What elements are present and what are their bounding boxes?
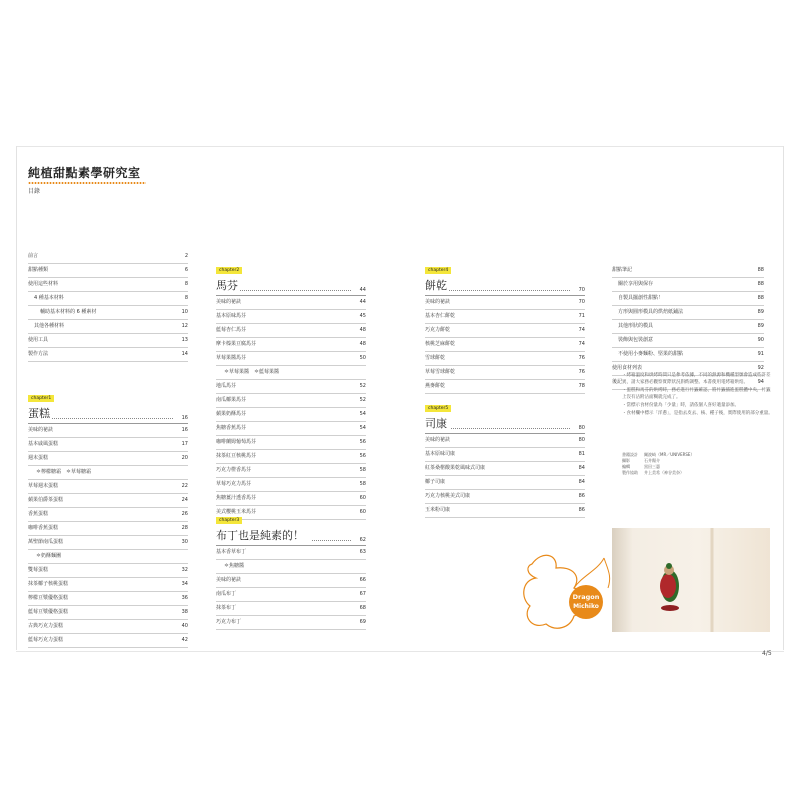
toc-entry-title: 藍莓豆漿優格蛋糕 (28, 609, 69, 615)
toc-row (216, 574, 366, 588)
toc-entry-title: 使用這些材料 (28, 281, 59, 287)
toc-entry-title: 咖啡香蕉蛋糕 (28, 525, 59, 531)
toc-entry-title: 裝飾與包裝創意 (618, 337, 654, 343)
toc-entry-page: 58 (359, 481, 366, 487)
toc-entry-title: 前言 (28, 253, 39, 259)
toc-entry-page: 20 (181, 455, 188, 461)
chapter-page: 16 (181, 415, 188, 421)
logo-text-line-1: Dragon (572, 593, 600, 601)
chapter-page: 62 (359, 537, 366, 543)
page-edge-right (783, 146, 784, 650)
toc-entry-page: 84 (578, 465, 585, 471)
toc-row (216, 546, 366, 560)
toc-entry-page: 34 (181, 581, 188, 587)
toc-row (425, 504, 585, 518)
chapter-heading (425, 275, 585, 296)
toc-row (425, 366, 585, 380)
chapter-tag: chapter4 (425, 267, 451, 274)
toc-entry-page: 2 (184, 253, 188, 259)
toc-entry-title: 後記 (612, 379, 623, 385)
toc-row (216, 296, 366, 310)
toc-row (216, 422, 366, 436)
toc-entry-title: 咖啡蘭姆葡萄馬芬 (216, 439, 257, 445)
toc-row (28, 348, 188, 362)
credit-role: 編輯 (622, 464, 630, 469)
toc-entry-page: 89 (757, 309, 764, 315)
toc-row (425, 338, 585, 352)
toc-row (425, 490, 585, 504)
toc-entry-title: 草莓週末蛋糕 (28, 483, 59, 489)
title-dotted-rule (28, 182, 146, 184)
toc-entry-page: 32 (181, 567, 188, 573)
toc-entry-title: 基本杏仁餅乾 (425, 313, 456, 319)
toc-entry-page: 63 (359, 549, 366, 555)
chapter-title: 餅乾 (425, 279, 447, 292)
chapter-heading (425, 413, 585, 434)
credit-role: 書籍設計 (622, 452, 638, 457)
toc-row (425, 352, 585, 366)
toc-entry-title: 基本戚風蛋糕 (28, 441, 59, 447)
toc-chapter-2 (216, 256, 366, 520)
toc-entry-title: 燕麥餅乾 (425, 383, 446, 389)
credit-name: 關波崎（MR／UNIVERSE） (644, 452, 695, 457)
toc-row (28, 522, 188, 536)
toc-row (28, 250, 188, 264)
toc-entry-title: 雙莓蛋糕 (28, 567, 49, 573)
book-title: 純植甜點素學研究室 (28, 166, 141, 180)
chapter-title: 馬芬 (216, 279, 238, 292)
toc-entry-title: 地瓜馬芬 (216, 383, 237, 389)
toc-entry-title: 核桃芝麻餅乾 (425, 341, 456, 347)
chapter-page: 80 (578, 425, 585, 431)
toc-entry-title: 巧克力核桃美式司康 (425, 493, 471, 499)
toc-entry-page: 52 (359, 383, 366, 389)
dotted-leader (52, 418, 174, 419)
toc-entry-title: 自製具擺創性甜點！ (618, 295, 664, 301)
toc-entry-page: 44 (359, 299, 366, 305)
toc-subitem (28, 466, 188, 480)
chapter-tag: chapter3 (216, 517, 242, 524)
toc-row (28, 320, 188, 334)
toc-row (425, 434, 585, 448)
toc-entry-title: 古典巧克力蛋糕 (28, 623, 64, 629)
toc-row (425, 476, 585, 490)
toc-entry-page: 14 (181, 351, 188, 357)
toc-entry-page: 70 (578, 299, 585, 305)
credit-row (622, 470, 694, 476)
chapter-title: 布丁也是純素的！ (216, 529, 304, 542)
toc-entry-page: 94 (757, 379, 764, 385)
toc-entry-page: 26 (181, 511, 188, 517)
toc-row (612, 348, 764, 362)
toc-entry-page: 88 (757, 267, 764, 273)
toc-entry-page: 50 (359, 355, 366, 361)
toc-row (28, 452, 188, 466)
toc-entry-title: 摩卡榛果豆腐馬芬 (216, 341, 257, 347)
toc-chapter-5 (425, 394, 585, 518)
toc-row (216, 492, 366, 506)
toc-entry-title: ＊檸檬糖霜 ＊草莓糖霜 (36, 469, 92, 475)
toc-entry-page: 80 (578, 437, 585, 443)
toc-row (28, 578, 188, 592)
toc-entry-page: 71 (578, 313, 585, 319)
toc-entry-page: 36 (181, 595, 188, 601)
toc-row (28, 606, 188, 620)
toc-entry-page: 10 (181, 309, 188, 315)
toc-row (216, 324, 366, 338)
dotted-leader (449, 290, 571, 291)
dotted-leader (240, 290, 352, 291)
note-line: ・食材欄中標示「洋蔥」，是指去皮去、核、種子後，實際使用的部分重量。 (622, 411, 773, 416)
toc-row (612, 278, 764, 292)
toc-entry-title: 美味的祕訣 (425, 437, 451, 443)
figurine-illustration (612, 528, 770, 632)
toc-row (425, 448, 585, 462)
toc-entry-title: 巧克力餅乾 (425, 327, 451, 333)
toc-row (425, 380, 585, 394)
toc-entry-page: 60 (359, 509, 366, 515)
dotted-leader (312, 540, 352, 541)
toc-entry-title: ＊奶酥麵團 (36, 553, 62, 559)
toc-entry-page: 24 (181, 497, 188, 503)
toc-row (612, 292, 764, 306)
chapter-page: 70 (578, 287, 585, 293)
toc-chapter-3 (216, 506, 366, 630)
contents-label: 目錄 (28, 188, 41, 195)
toc-entry-title: 基本香草布丁 (216, 549, 247, 555)
toc-row (216, 408, 366, 422)
toc-entry-page: 42 (181, 637, 188, 643)
toc-entry-title: 雪球餅乾 (425, 355, 446, 361)
page-number: 4/5 (762, 650, 772, 657)
chapter-title: 司康 (425, 417, 447, 430)
toc-row (216, 588, 366, 602)
toc-entry-title: 南瓜椰果馬芬 (216, 397, 247, 403)
toc-entry-title: ＊草莓果醬 ＊藍莓果醬 (224, 369, 280, 375)
toc-row (216, 380, 366, 394)
toc-entry-page: 78 (578, 383, 585, 389)
toc-entry-title: 甜點種類 (28, 267, 49, 273)
toc-entry-title: 抹茶椰子核桃蛋糕 (28, 581, 69, 587)
toc-subitem (216, 366, 366, 380)
toc-entry-page: 92 (757, 365, 764, 371)
toc-entry-page: 17 (181, 441, 188, 447)
toc-entry-title: 抹茶布丁 (216, 605, 237, 611)
toc-row (216, 394, 366, 408)
toc-row (425, 310, 585, 324)
toc-entry-page: 91 (757, 351, 764, 357)
toc-entry-page: 56 (359, 439, 366, 445)
toc-entry-title: 巧克力橙香馬芬 (216, 467, 252, 473)
toc-row (28, 494, 188, 508)
toc-row (28, 334, 188, 348)
toc-entry-page: 16 (181, 427, 188, 433)
toc-entry-page: 76 (578, 355, 585, 361)
toc-row (425, 462, 585, 476)
toc-entry-title: 玉米粉司康 (425, 507, 451, 513)
toc-entry-title: 美味的祕訣 (216, 577, 242, 583)
toc-entry-page: 48 (359, 341, 366, 347)
toc-entry-title: 不使用小麥麵粉、堅果的甜點 (618, 351, 684, 357)
note-line: ・烤箱溫度和烘烤時間只是參考依據，不同的熱源和機種型號會造成些許差異，請大家務必觀察實際狀況斟酌調整。本書使用電烤箱烘焙。 (622, 373, 771, 385)
toc-entry-title: 椰子司康 (425, 479, 446, 485)
chapter-tag: chapter5 (425, 405, 451, 412)
credit-name: 黑田三惠 (644, 464, 660, 469)
credit-role: 製作協助 (622, 470, 638, 475)
toc-row (28, 424, 188, 438)
toc-entry-title: 其他各種材料 (34, 323, 65, 329)
toc-entry-page: 13 (181, 337, 188, 343)
toc-row (216, 352, 366, 366)
logo-circle-icon (569, 585, 603, 619)
usage-notes (622, 372, 774, 418)
dotted-leader (451, 428, 571, 429)
toc-entry-title: 蘋果奶酥馬芬 (216, 411, 247, 417)
toc-entry-title: 草莓雪球餅乾 (425, 369, 456, 375)
toc-row (216, 338, 366, 352)
toc-row (28, 634, 188, 648)
toc-entry-page: 86 (578, 507, 585, 513)
toc-entry-title: 使用工具 (28, 337, 49, 343)
toc-entry-page: 58 (359, 467, 366, 473)
toc-entry-title: 製作方法 (28, 351, 49, 357)
toc-row (216, 436, 366, 450)
logo-text-line-2: Michiko (573, 603, 599, 610)
toc-entry-page: 56 (359, 453, 366, 459)
toc-chapter-4 (425, 256, 585, 394)
toc-row (216, 450, 366, 464)
credit-name: 井上美希（神谷美奈） (644, 470, 684, 475)
toc-entry-title: 基本原味司康 (425, 451, 456, 457)
toc-row (612, 264, 764, 278)
toc-entry-page: 54 (359, 411, 366, 417)
toc-row (612, 320, 764, 334)
toc-entry-title: 抹茶紅豆核桃馬芬 (216, 453, 257, 459)
toc-row (425, 324, 585, 338)
toc-entry-page: 8 (184, 295, 188, 301)
credit-name: 石井陽介 (644, 458, 660, 463)
toc-entry-page: 22 (181, 483, 188, 489)
toc-subitem (216, 560, 366, 574)
toc-entry-title: 方形與圓形模具的烘焙紙鋪法 (618, 309, 684, 315)
toc-entry-page: 40 (181, 623, 188, 629)
chapter-title: 蛋糕 (28, 407, 50, 420)
toc-entry-page: 54 (359, 425, 366, 431)
toc-entry-title: 輔助基本材料的 6 種素材 (40, 309, 97, 315)
toc-entry-page: 90 (757, 337, 764, 343)
toc-entry-page: 6 (184, 267, 188, 273)
toc-row (28, 564, 188, 578)
toc-row (28, 620, 188, 634)
toc-row (28, 306, 188, 320)
toc-entry-title: 檸檬豆漿優格蛋糕 (28, 595, 69, 601)
toc-entry-page: 67 (359, 591, 366, 597)
toc-entry-title: 紅茶桑椹酸果乾風味式司康 (425, 465, 486, 471)
toc-entry-page: 84 (578, 479, 585, 485)
toc-entry-title: 巧克力布丁 (216, 619, 242, 625)
toc-row (28, 278, 188, 292)
chapter-tag: chapter1 (28, 395, 54, 402)
toc-row (28, 438, 188, 452)
toc-entry-page: 89 (757, 323, 764, 329)
toc-entry-page: 52 (359, 397, 366, 403)
toc-entry-title: 焦糖薑汁透香馬芬 (216, 495, 257, 501)
toc-entry-title: 美味的祕訣 (216, 299, 242, 305)
toc-entry-page: 48 (359, 327, 366, 333)
toc-entry-title: 藍莓杏仁馬芬 (216, 327, 247, 333)
toc-row (612, 334, 764, 348)
chapter-heading (28, 403, 188, 424)
toc-entry-title: 萬聖節南瓜蛋糕 (28, 539, 64, 545)
chapter-page: 44 (359, 287, 366, 293)
toc-row (28, 592, 188, 606)
credit-role: 攝影 (622, 458, 630, 463)
toc-entry-page: 81 (578, 451, 585, 457)
toc-entry-title: ＊焦糖醬 (224, 563, 245, 569)
toc-entry-title: 蘋果伯爵茶蛋糕 (28, 497, 64, 503)
dragon-wing-icon (574, 558, 610, 588)
toc-entry-page: 45 (359, 313, 366, 319)
toc-entry-page: 76 (578, 369, 585, 375)
toc-entry-title: 甜點筆記 (612, 267, 633, 273)
toc-entry-title: 美味的祕訣 (425, 299, 451, 305)
chapter-heading (216, 525, 366, 546)
toc-entry-title: 香蕉蛋糕 (28, 511, 49, 517)
figurine-photo (612, 528, 770, 632)
toc-entry-title: 藍莓巧克力蛋糕 (28, 637, 64, 643)
toc-entry-title: 南瓜布丁 (216, 591, 237, 597)
toc-row (216, 478, 366, 492)
toc-entry-page: 28 (181, 525, 188, 531)
toc-entry-title: 焦糖香蕉馬芬 (216, 425, 247, 431)
toc-entry-page: 88 (757, 295, 764, 301)
credits-block (622, 452, 694, 476)
toc-entry-page: 38 (181, 609, 188, 615)
toc-entry-page: 68 (359, 605, 366, 611)
toc-entry-title: 美味的祕訣 (28, 427, 54, 433)
page-edge-left (16, 146, 17, 650)
toc-entry-page: 60 (359, 495, 366, 501)
toc-row (28, 292, 188, 306)
toc-row (216, 310, 366, 324)
toc-entry-page: 69 (359, 619, 366, 625)
dragon-logo (512, 536, 622, 646)
toc-row (612, 306, 764, 320)
toc-entry-page: 12 (181, 323, 188, 329)
toc-entry-title: 草莓巧克力馬芬 (216, 481, 252, 487)
toc-entry-page: 74 (578, 327, 585, 333)
toc-chapter-1 (28, 384, 188, 648)
toc-row (216, 616, 366, 630)
chapter-heading (216, 275, 366, 296)
toc-row (28, 264, 188, 278)
toc-entry-page: 66 (359, 577, 366, 583)
toc-row (425, 296, 585, 310)
toc-row (216, 602, 366, 616)
toc-entry-title: 基本原味馬芬 (216, 313, 247, 319)
toc-entry-page: 30 (181, 539, 188, 545)
toc-entry-title: 關於享用與保存 (618, 281, 654, 287)
toc-column-1 (28, 250, 188, 362)
toc-entry-title: 草莓果醬馬芬 (216, 355, 247, 361)
toc-subitem (28, 550, 188, 564)
note-line: ・當標示食材份量為「少量」時，請依個人喜好適量添加。 (622, 403, 739, 408)
toc-entry-title: 使用食材列表 (612, 365, 643, 371)
toc-entry-title: 其他形狀的模具 (618, 323, 654, 329)
toc-entry-page: 86 (578, 493, 585, 499)
note-line: ・蛋糕和馬芬的烘烤時，務必進行竹籤確認，將竹籤插進蛋糕體中央，竹籤上沒有沾附沾面糊就完成了。 (622, 388, 771, 400)
toc-row (216, 464, 366, 478)
toc-entry-page: 74 (578, 341, 585, 347)
toc-row (28, 536, 188, 550)
toc-row (28, 480, 188, 494)
toc-row (28, 508, 188, 522)
toc-entry-page: 88 (757, 281, 764, 287)
toc-entry-page: 8 (184, 281, 188, 287)
toc-entry-title: 美式櫻桃玉米馬芬 (216, 509, 257, 515)
toc-entry-title: 週末蛋糕 (28, 455, 49, 461)
chapter-tag: chapter2 (216, 267, 242, 274)
toc-entry-title: 4 種基本材料 (34, 295, 64, 301)
